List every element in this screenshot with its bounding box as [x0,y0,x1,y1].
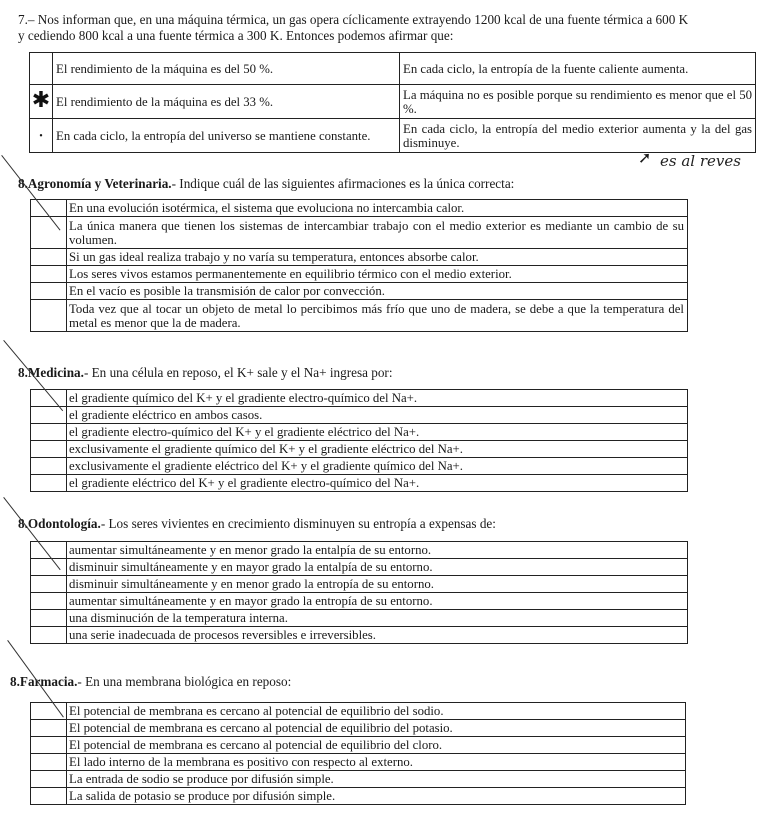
q7-options-table [29,52,756,153]
q8-med-option-2[interactable]: el gradiente eléctrico en ambos casos. [67,407,688,424]
q8-agro-option-3[interactable]: Si un gas ideal realiza trabajo y no varía su temperatura, entonces absorbe calor. [67,249,688,266]
q8-med-heading [18,365,393,381]
q7-option-a-checkbox[interactable] [30,53,53,85]
q8-agro-option-4[interactable]: Los seres vivos estamos permanentemente en equilibrio térmico con el medio exterior. [67,266,688,283]
q8-agro-title: Agronomía y Veterinaria. [27,176,172,191]
q8-agro-check-6[interactable] [31,300,67,332]
q8-farma-check-2[interactable] [31,720,67,737]
q8-agro-check-5[interactable] [31,283,67,300]
q7-option-c-checkbox[interactable] [30,85,53,119]
q8-farma-heading [10,674,291,690]
q8-med-stem: - En una célula en reposo, el K+ sale y el Na+ ingresa por: [83,365,393,380]
q8-med-check-3[interactable] [31,424,67,441]
q8-med-check-4[interactable] [31,441,67,458]
q8-odonto-stem: - Los seres vivientes en crecimiento disminuyen su entropía a expensas de: [100,516,496,531]
q7-option-d[interactable]: La máquina no es posible porque su rendimiento es menor que el 50 %. [400,85,756,119]
q7-option-e[interactable]: En cada ciclo, la entropía del universo se mantiene constante. [53,119,400,153]
q8-med-option-6[interactable]: el gradiente eléctrico del K+ y el gradiente electro-químico del Na+. [67,475,688,492]
q8-med-option-4[interactable]: exclusivamente el gradiente químico del K+ y el gradiente eléctrico del Na+. [67,441,688,458]
q8-agro-check-4[interactable] [31,266,67,283]
cross-mark-icon: ✱ [31,87,51,113]
q7-option-c[interactable]: El rendimiento de la máquina es del 33 %. [53,85,400,119]
q8-farma-option-2[interactable]: El potencial de membrana es cercano al potencial de equilibrio del potasio. [67,720,686,737]
q8-odonto-check-4[interactable] [31,593,67,610]
q7-option-f[interactable]: En cada ciclo, la entropía del medio exterior aumenta y la del gas disminuye. [400,119,756,153]
q8-farma-option-6[interactable]: La salida de potasio se produce por difusión simple. [67,788,686,805]
q7-stem-line2: y cediendo 800 kcal a una fuente térmica a 300 K. Entonces podemos afirmar que: [18,28,454,43]
q8-odonto-heading [18,516,496,532]
q8-odonto-option-1[interactable]: aumentar simultáneamente y en menor grado la entalpía de su entorno. [67,542,688,559]
q8-odonto-title: Odontología. [27,516,101,531]
q7-option-a[interactable]: El rendimiento de la máquina es del 50 %. [53,53,400,85]
dot-mark-icon: • [39,130,43,142]
q8-med-title: Medicina. [27,365,84,380]
q8-farma-option-3[interactable]: El potencial de membrana es cercano al potencial de equilibrio del cloro. [67,737,686,754]
q8-agro-option-2[interactable]: La única manera que tienen los sistemas de intercambiar trabajo con el medio exterior es mediante un cambio de su volumen. [67,217,688,249]
q8-agro-number: 8. [18,176,28,191]
q7-stem [18,12,778,44]
q8-agro-option-6[interactable]: Toda vez que al tocar un objeto de metal lo percibimos más frío que uno de madera, se debe a que la temperatura del metal es menor que la de madera. [67,300,688,332]
q8-med-option-3[interactable]: el gradiente electro-químico del K+ y el gradiente eléctrico del Na+. [67,424,688,441]
q8-farma-check-5[interactable] [31,771,67,788]
q8-farma-option-5[interactable]: La entrada de sodio se produce por difusión simple. [67,771,686,788]
q8-odonto-options [30,541,688,644]
q8-odonto-option-6[interactable]: una serie inadecuada de procesos reversibles e irreversibles. [67,627,688,644]
q8-agro-check-2[interactable] [31,217,67,249]
q8-med-options [30,389,688,492]
q8-farma-option-1[interactable]: El potencial de membrana es cercano al potencial de equilibrio del sodio. [67,703,686,720]
q8-agro-option-5[interactable]: En el vacío es posible la transmisión de calor por convección. [67,283,688,300]
q8-farma-option-4[interactable]: El lado interno de la membrana es positivo con respecto al externo. [67,754,686,771]
q7-stem-line1: 7.– Nos informan que, en una máquina térmica, un gas opera cíclicamente extrayendo 1200 kcal de una fuente térmica a 600 K [18,12,689,27]
q8-med-number: 8. [18,365,28,380]
q8-agro-option-1[interactable]: En una evolución isotérmica, el sistema que evoluciona no intercambia calor. [67,200,688,217]
q8-agro-options [30,199,688,332]
q8-odonto-option-4[interactable]: aumentar simultáneamente y en mayor grado la entropía de su entorno. [67,593,688,610]
q8-agro-stem: - Indique cuál de las siguientes afirmaciones es la única correcta: [171,176,515,191]
q8-farma-check-3[interactable] [31,737,67,754]
q8-farma-check-1[interactable] [31,703,67,720]
q8-odonto-option-3[interactable]: disminuir simultáneamente y en menor grado la entropía de su entorno. [67,576,688,593]
q8-agro-check-3[interactable] [31,249,67,266]
handwritten-note: es al reves [660,152,741,170]
q8-odonto-check-3[interactable] [31,576,67,593]
q8-med-check-5[interactable] [31,458,67,475]
q7-option-e-checkbox[interactable] [30,119,53,153]
q8-farma-options [30,702,686,805]
q8-med-option-1[interactable]: el gradiente químico del K+ y el gradiente electro-químico del Na+. [67,390,688,407]
q8-odonto-check-6[interactable] [31,627,67,644]
q8-odonto-option-2[interactable]: disminuir simultáneamente y en mayor grado la entalpía de su entorno. [67,559,688,576]
q7-option-b[interactable]: En cada ciclo, la entropía de la fuente caliente aumenta. [400,53,756,85]
q8-odonto-check-2[interactable] [31,559,67,576]
q8-farma-check-4[interactable] [31,754,67,771]
q8-med-check-6[interactable] [31,475,67,492]
handwritten-arrow-icon: ➚ [638,148,652,167]
q8-odonto-number: 8. [18,516,28,531]
q8-farma-number: 8. [10,674,20,689]
q8-odonto-check-5[interactable] [31,610,67,627]
q8-agro-heading [18,176,514,192]
q8-med-option-5[interactable]: exclusivamente el gradiente eléctrico del K+ y el gradiente químico del Na+. [67,458,688,475]
q8-odonto-option-5[interactable]: una disminución de la temperatura interna. [67,610,688,627]
q8-farma-check-6[interactable] [31,788,67,805]
q8-farma-stem: - En una membrana biológica en reposo: [77,674,292,689]
q8-farma-title: Farmacia. [19,674,78,689]
